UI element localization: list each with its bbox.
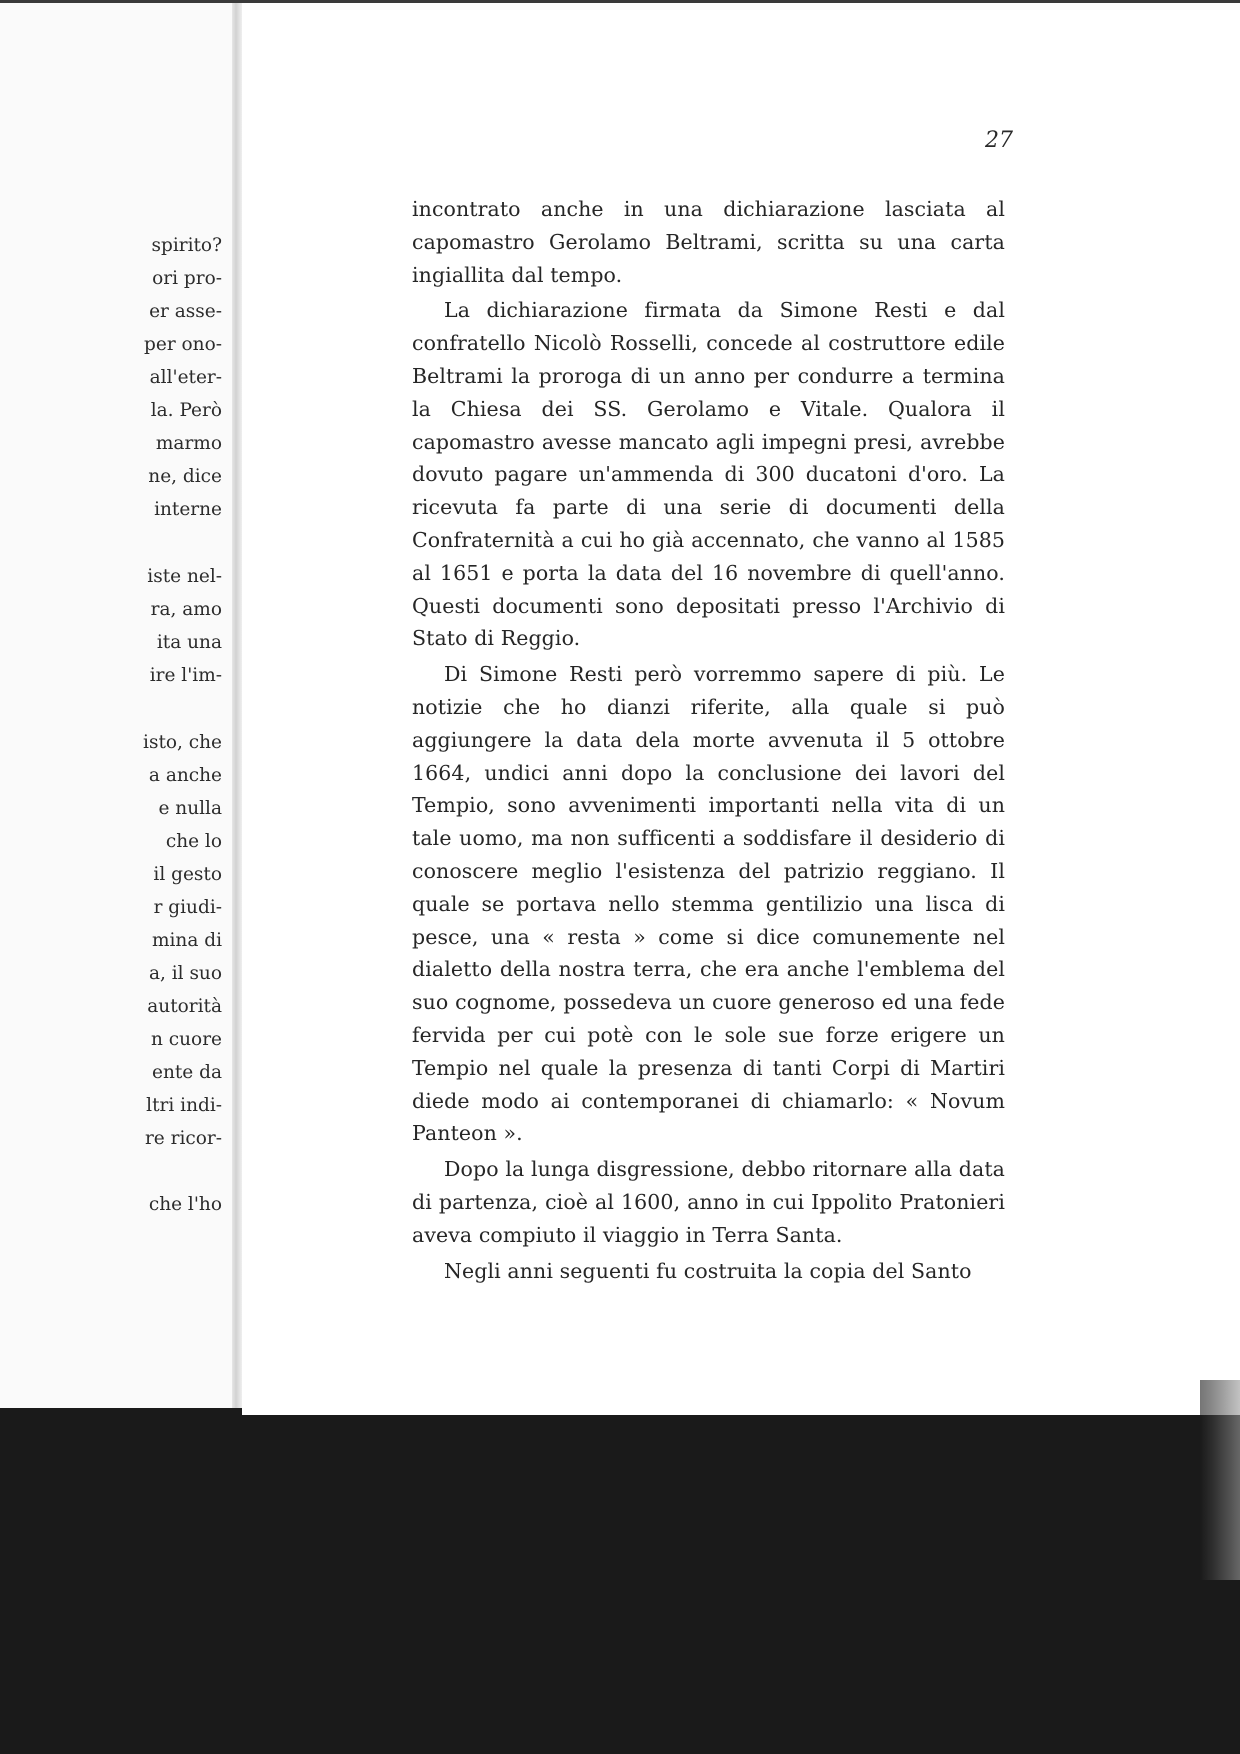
left-line: ori pro- [152,268,222,289]
left-line: a, il suo [148,963,222,984]
page-fold-shadow [1200,1380,1240,1580]
left-line: ita una [156,632,222,653]
left-line: e nulla [158,798,222,819]
paragraph: incontrato anche in una dichiarazione lasciata al capomastro Gerolamo Beltrami, scritta su una carta ingiallita dal tempo. [412,197,1005,287]
left-line: ltri indi- [146,1095,222,1116]
left-line: il gesto [153,864,222,885]
left-line: ra, amo [150,599,222,620]
left-line: che lo [165,831,222,852]
left-line: per ono- [144,334,222,355]
paragraph: Dopo la lunga disgressione, debbo ritornare alla data di partenza, cioè al 1600, anno in cui Ippolito Pratonieri aveva compiuto il viaggio in Terra Santa. [412,1157,1005,1247]
paragraph: Negli anni seguenti fu costruita la copia del Santo [444,1258,972,1283]
left-line: interne [154,499,222,520]
left-line: iste nel- [147,566,222,587]
left-line: a anche [148,765,222,786]
left-line: autorità [147,996,222,1017]
book-gutter [232,3,242,1408]
left-line: ne, dice [148,466,222,487]
left-page [0,3,240,1408]
left-line: la. Però [150,400,222,421]
left-line: isto, che [143,732,222,753]
left-line: re ricor- [144,1128,222,1149]
left-line: mina di [151,930,222,951]
left-line: che l'ho [148,1194,222,1215]
page-number: 27 [985,128,1013,153]
left-line: all'eter- [149,367,222,388]
left-line: marmo [155,433,222,454]
body-text [412,193,1005,1290]
left-line: n cuore [150,1029,222,1050]
left-line: r giudi- [153,897,222,918]
paragraph: Di Simone Resti però vorremmo sapere di più. Le notizie che ho dianzi riferite, alla quale si può aggiungere la data dela morte avvenuta il 5 ottobre 1664, undici anni dopo la conclusione dei lavori del Tempio, sono avvenimenti importanti nella vita di un tale uomo, ma non sufficenti a soddisfare il desiderio di conoscere meglio l'esistenza del patrizio reggiano. Il quale se portava nello stemma gentilizio una lisca di pesce, una « resta » come si dice comunemente nel dialetto della nostra terra, che era anche l'emblema del suo cognome, possedeva un cuore generoso ed una fede fervida per cui potè con le sole sue forze erigere un Tempio nel quale la presenza di tanti Corpi di Martiri diede modo ai contemporanei di chiamarlo: « Novum Panteon ». [412,662,1005,1146]
left-line: er asse- [149,301,222,322]
left-line: ire l'im- [149,665,222,686]
left-line: ente da [152,1062,222,1083]
paragraph: La dichiarazione firmata da Simone Resti e dal confratello Nicolò Rosselli, concede al costruttore edile Beltrami la proroga di un anno per condurre a termina la Chiesa dei SS. Gerolamo e Vitale. Qualora il capomastro avesse mancato agli impegni presi, avrebbe dovuto pagare un'ammenda di 300 ducatoni d'oro. La ricevuta fa parte di una serie di documenti della Confraternità a cui ho già accennato, che vanno al 1585 al 1651 e porta la data del 16 novembre di quell'anno. Questi documenti sono depositati presso l'Archivio di Stato di Reggio. [412,298,1005,651]
left-line: spirito? [151,235,222,256]
